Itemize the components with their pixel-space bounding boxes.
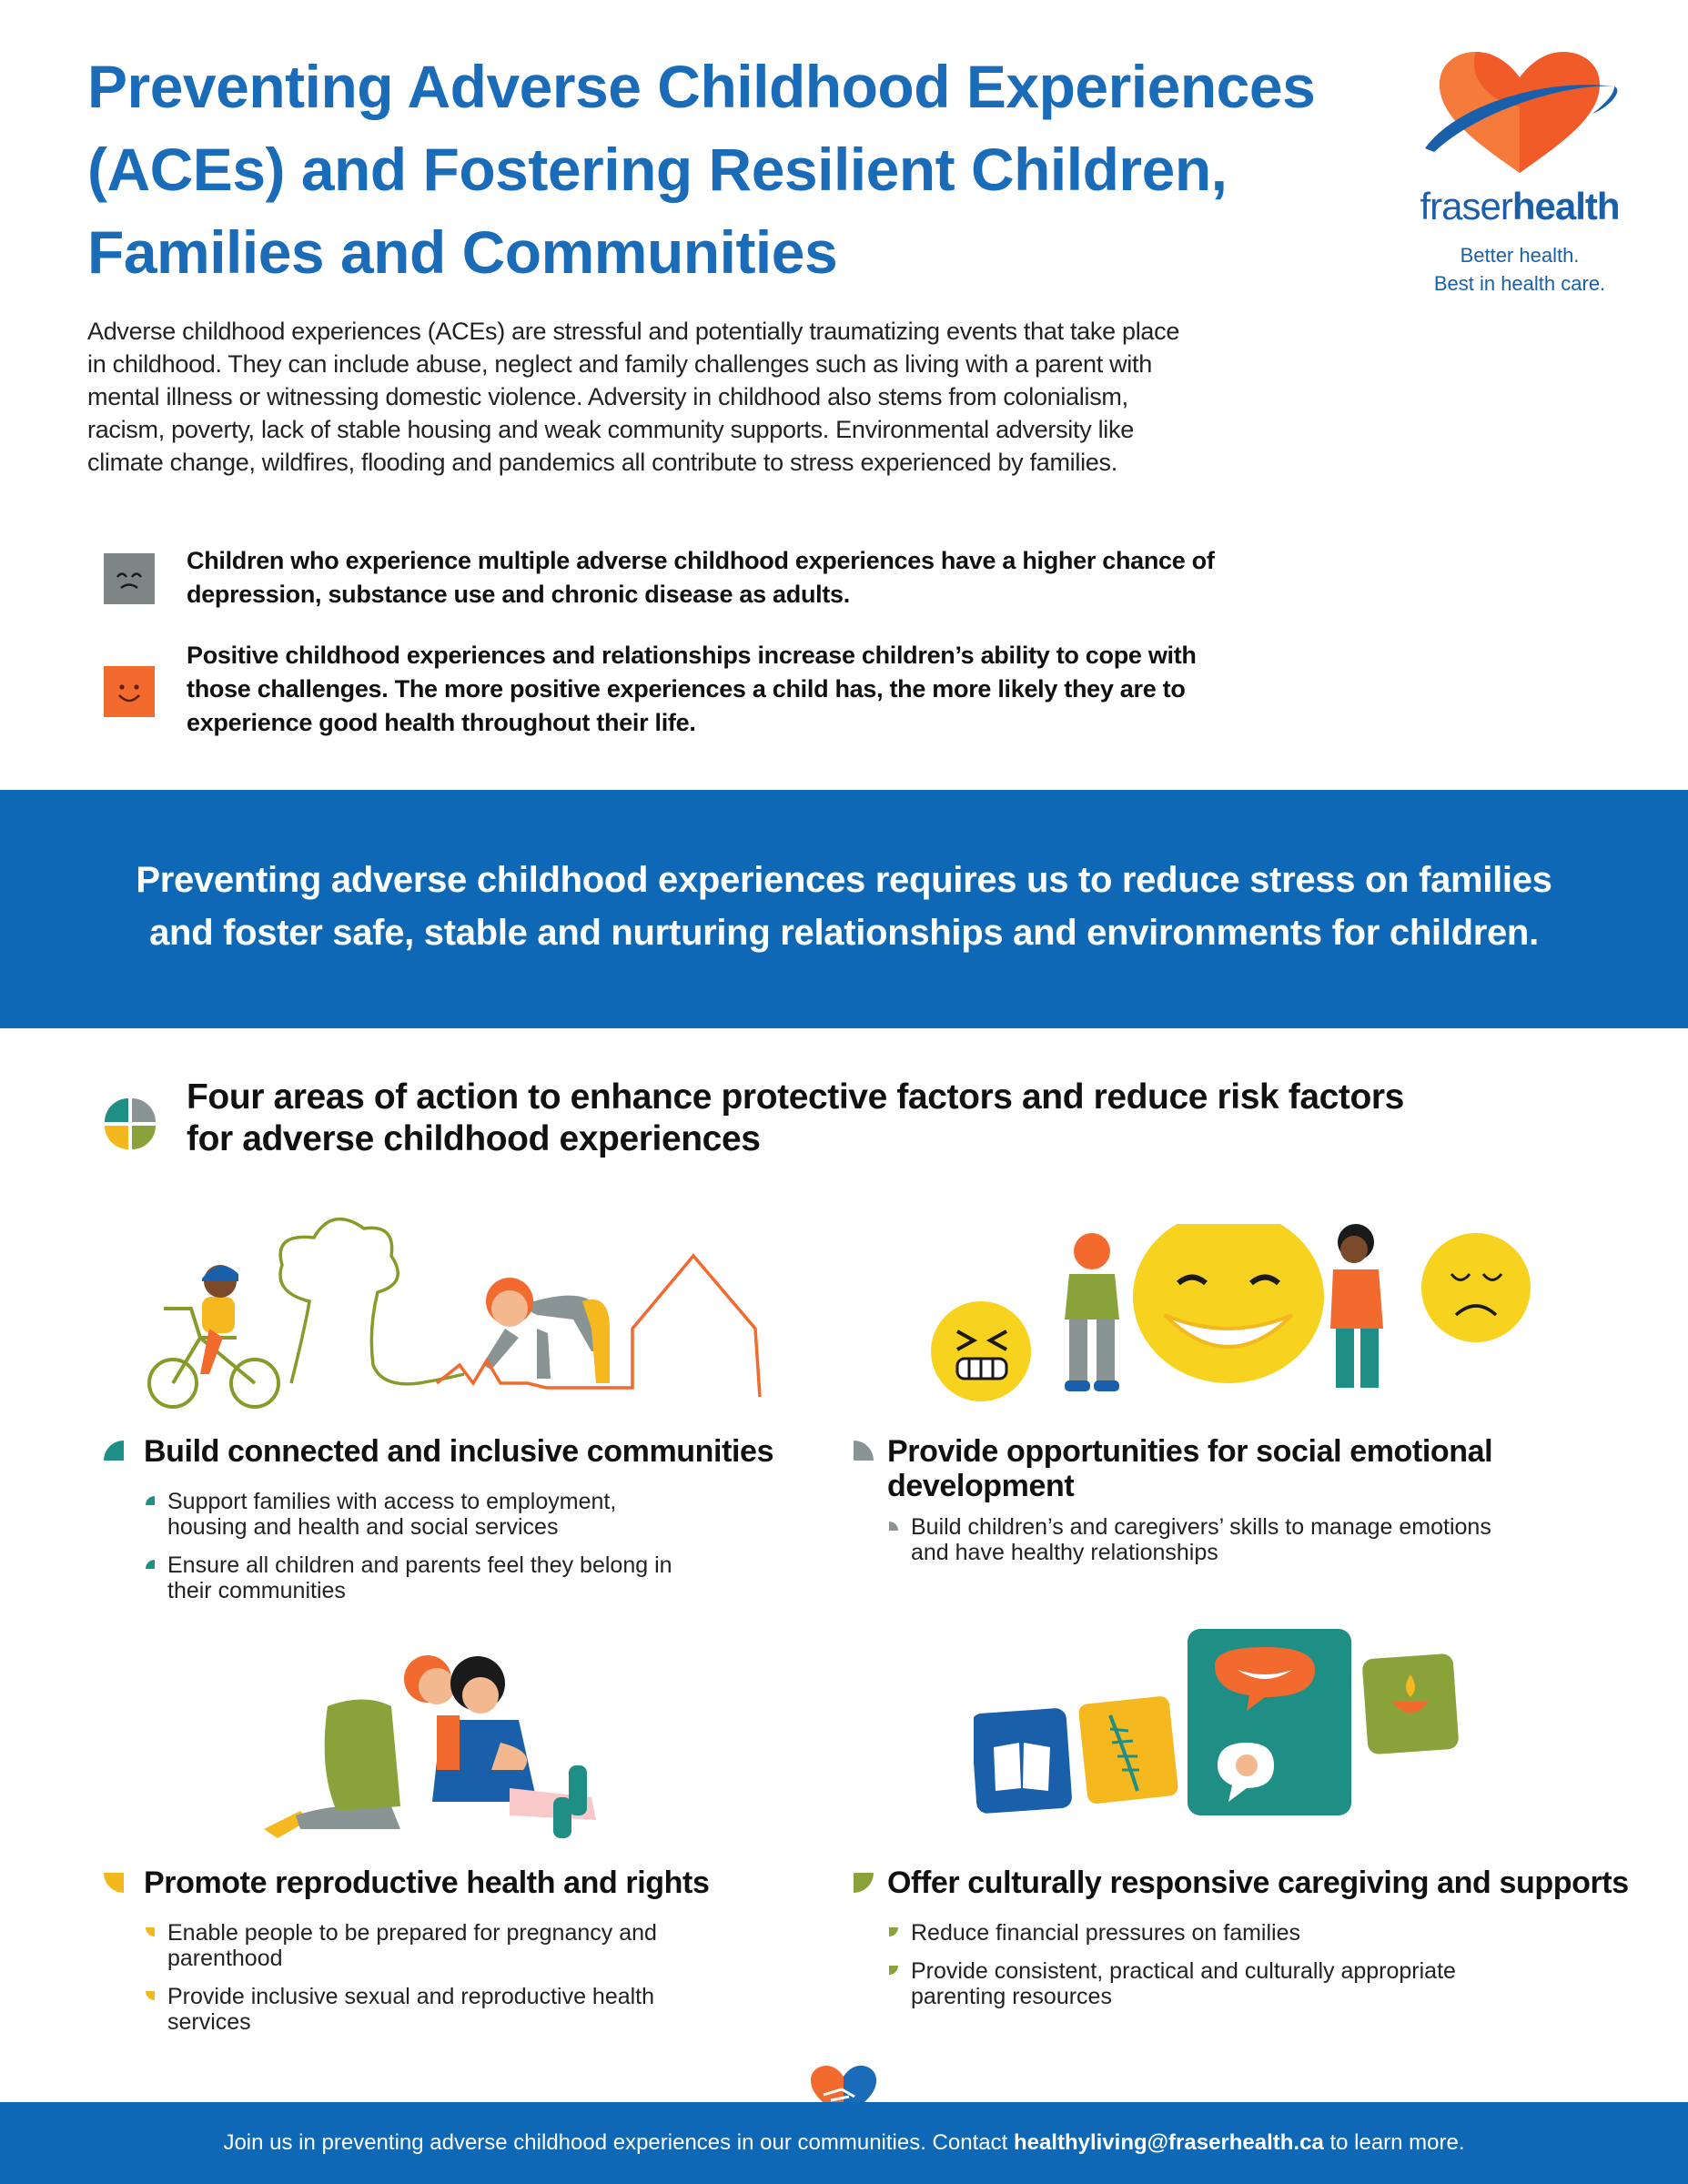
- key-message-band: [0, 790, 1688, 1028]
- cultural-supports-illustration: [974, 1629, 1501, 1825]
- key-message-line-2: and foster safe, stable and nurturing relationships and environments for children.: [149, 913, 1539, 953]
- areas-heading-line-1: Four areas of action to enhance protective factors and reduce risk factors: [187, 1077, 1404, 1117]
- area-title-cultural: Offer culturally responsive caregiving and supports: [887, 1866, 1629, 1900]
- tagline-line-2: Best in health care.: [1433, 272, 1606, 295]
- bullet-icon: [889, 1927, 898, 1936]
- emotions-illustration: [919, 1224, 1538, 1406]
- area-title-reproductive: Promote reproductive health and rights: [144, 1866, 710, 1900]
- list-item: Provide inclusive sexual and reproductive health services: [144, 1984, 690, 2035]
- footer-text-after: to learn more.: [1323, 2130, 1465, 2155]
- areas-heading-line-2: for adverse childhood experiences: [187, 1119, 761, 1158]
- areas-heading: [187, 1077, 1461, 1160]
- key-message-line-1: Preventing adverse childhood experiences requires us to reduce stress on families: [136, 860, 1552, 900]
- list-item: Reduce financial pressures on families: [887, 1920, 1524, 1946]
- fraser-health-logo: [1420, 50, 1620, 305]
- logo-word-fraser: fraser: [1420, 185, 1512, 228]
- logo-wordmark: [1420, 185, 1620, 228]
- bullet-icon: [889, 1966, 898, 1975]
- area-list-communities: [144, 1489, 690, 1616]
- logo-tagline: [1420, 241, 1620, 298]
- title-line-1: Preventing Adverse Childhood Experiences: [87, 53, 1316, 120]
- fact-negative: Children who experience multiple adverse childhood experiences have a higher chance of depression, substance use and chronic disease as adults.: [187, 547, 1215, 608]
- four-quadrant-icon: [104, 1097, 157, 1150]
- grey-quadrant-icon: [854, 1441, 875, 1462]
- bullet-icon: [146, 1991, 155, 2000]
- area-list-social-emotional: [887, 1514, 1524, 1578]
- tagline-line-1: Better health.: [1460, 244, 1580, 267]
- sad-face-icon: [104, 553, 155, 604]
- area-list-reproductive: [144, 1920, 690, 2048]
- happy-face-icon: [104, 666, 155, 717]
- olive-quadrant-icon: [854, 1873, 875, 1895]
- title-line-2: (ACEs) and Fostering Resilient Children,: [87, 136, 1228, 203]
- bullet-icon: [889, 1522, 898, 1531]
- area-list-cultural: [887, 1920, 1524, 2022]
- list-item: Build children’s and caregivers’ skills to manage emotions and have healthy relationships: [887, 1514, 1524, 1565]
- area-title-communities: Build connected and inclusive communities: [144, 1434, 774, 1469]
- heart-swoosh-icon: [1420, 50, 1620, 177]
- key-message: [55, 854, 1633, 959]
- couple-illustration: [264, 1643, 619, 1843]
- list-item: Enable people to be prepared for pregnancy and parenthood: [144, 1920, 690, 1971]
- list-item: Ensure all children and parents feel they belong in their communities: [144, 1552, 690, 1603]
- list-item: Provide consistent, practical and culturally appropriate parenting resources: [887, 1958, 1524, 2009]
- logo-word-health: health: [1511, 185, 1620, 228]
- footer-bar: [0, 2102, 1688, 2184]
- bullet-icon: [146, 1927, 155, 1936]
- list-item: Support families with access to employment, housing and health and social services: [144, 1489, 690, 1540]
- community-illustration: [136, 1201, 783, 1410]
- contact-email-link[interactable]: healthyliving@fraserhealth.ca: [1013, 2130, 1324, 2155]
- bullet-icon: [146, 1560, 155, 1569]
- teal-quadrant-icon: [104, 1441, 126, 1462]
- fact-positive: Positive childhood experiences and relationships increase children’s ability to cope with those challenges. The more positive experiences a child has, the more likely they are to experience good health throughout their life.: [187, 642, 1197, 736]
- bullet-icon: [146, 1496, 155, 1505]
- page-title: [87, 46, 1416, 294]
- intro-paragraph: Adverse childhood experiences (ACEs) are stressful and potentially traumatizing events that take place in childhood. They can include abuse, neglect and family challenges such as living with a parent with mental illness or witnessing domestic violence. Adversity in childhood also stems from colonialism, racism, poverty, lack of stable housing and weak community supports. Environmental adversity like climate change, wildfires, flooding and pandemics all contribute to stress experienced by families.: [87, 318, 1180, 476]
- footer-text: [0, 2129, 1688, 2157]
- footer-text-before: Join us in preventing adverse childhood experiences in our communities. Contact: [223, 2130, 1014, 2155]
- yellow-quadrant-icon: [104, 1873, 126, 1895]
- area-title-social-emotional: Provide opportunities for social emotional development: [887, 1434, 1493, 1503]
- title-line-3: Families and Communities: [87, 218, 838, 286]
